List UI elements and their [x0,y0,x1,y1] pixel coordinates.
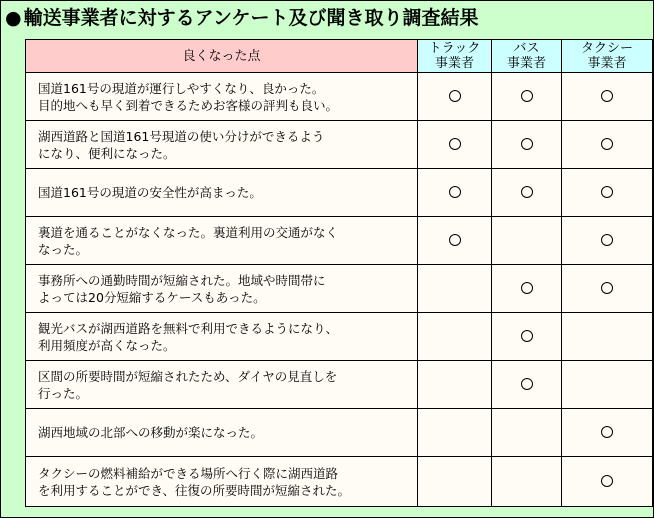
title-text: 輸送事業者に対するアンケート及び聞き取り調査結果 [23,7,479,29]
header-taxi [562,40,653,73]
table-row [26,265,653,313]
improvement-line1: 事務所への通勤時間が短縮された。地域や時間帯に [38,272,326,288]
header-row [26,40,653,73]
bus-cell [492,217,562,265]
page-title [5,5,478,31]
circle-mark-icon [601,234,613,246]
improvement-line2: 利用頻度が高くなった。 [38,337,176,353]
circle-mark-icon [601,282,613,294]
improvement-line1: 観光バスが湖西道路を無料で利用できるようになり、 [38,320,339,336]
header-taxi-line2: 事業者 [587,56,627,71]
header-bus-line2: 事業者 [506,56,546,71]
header-improvements: 良くなった点 [26,40,418,73]
taxi-cell [562,313,653,361]
improvement-line1: 湖西道路と国道161号現道の使い分けができるよう [38,128,325,144]
table-body [26,73,653,507]
improvement-line2: よっては20分短縮するケースもあった。 [38,289,266,305]
circle-mark-icon [601,186,613,198]
circle-mark-icon [521,330,533,342]
results-table [25,39,653,507]
table-row [26,457,653,507]
table-row [26,409,653,457]
circle-mark-icon [601,138,613,150]
truck-cell [418,73,492,121]
improvement-text [26,361,418,409]
truck-cell [418,265,492,313]
header-truck-line2: 事業者 [434,56,474,71]
improvement-text [26,73,418,121]
table-row [26,313,653,361]
bus-cell [492,313,562,361]
improvement-line1: 裏道を通ることがなくなった。裏道利用の交通がなく [38,224,339,240]
truck-cell [418,409,492,457]
improvement-text [26,313,418,361]
circle-mark-icon [521,282,533,294]
header-bus [492,40,562,73]
circle-mark-icon [449,90,461,102]
improvement-line1: 区間の所要時間が短縮されたため、ダイヤの見直しを [38,368,338,384]
circle-mark-icon [521,186,533,198]
header-truck-line1: トラック [428,41,481,56]
improvement-text [26,169,418,217]
bus-cell [492,457,562,507]
improvement-line2: を利用することができ、往復の所要時間が短縮された。 [38,482,351,498]
bus-cell [492,361,562,409]
improvement-text [26,217,418,265]
circle-mark-icon [521,90,533,102]
table-row [26,217,653,265]
truck-cell [418,313,492,361]
taxi-cell [562,265,653,313]
title-bullet: ● [5,7,22,29]
truck-cell [418,217,492,265]
circle-mark-icon [449,234,461,246]
bus-cell [492,265,562,313]
taxi-cell [562,457,653,507]
improvement-text [26,121,418,169]
circle-mark-icon [601,475,613,487]
improvement-text [26,409,418,457]
truck-cell [418,169,492,217]
table-row [26,121,653,169]
header-bus-line1: バス [513,41,540,56]
circle-mark-icon [449,138,461,150]
improvement-text [26,265,418,313]
improvement-line2: なった。 [38,241,89,257]
improvement-text [26,457,418,507]
improvement-line1: タクシーの燃料補給ができる場所へ行く際に湖西道路 [38,465,339,481]
improvement-line2: 行った。 [38,385,89,401]
improvement-line2: 目的地へも早く到着できるためお客様の評判も良い。 [38,97,339,113]
table-row [26,73,653,121]
truck-cell [418,457,492,507]
circle-mark-icon [521,378,533,390]
circle-mark-icon [449,186,461,198]
circle-mark-icon [601,90,613,102]
taxi-cell [562,217,653,265]
table-row [26,169,653,217]
header-truck [418,40,492,73]
improvement-line1: 国道161号の現道の安全性が高まった。 [38,185,262,200]
table-row [26,361,653,409]
taxi-cell [562,361,653,409]
header-taxi-line1: タクシー [580,41,633,56]
taxi-cell [562,121,653,169]
taxi-cell [562,169,653,217]
bus-cell [492,121,562,169]
circle-mark-icon [601,426,613,438]
improvement-line1: 国道161号の現道が運行しやすくなり、良かった。 [38,80,325,96]
improvement-line2: になり、便利になった。 [38,145,176,161]
circle-mark-icon [521,138,533,150]
improvement-line1: 湖西地域の北部への移動が楽になった。 [38,425,264,440]
taxi-cell [562,409,653,457]
bus-cell [492,409,562,457]
bus-cell [492,73,562,121]
truck-cell [418,361,492,409]
taxi-cell [562,73,653,121]
bus-cell [492,169,562,217]
truck-cell [418,121,492,169]
